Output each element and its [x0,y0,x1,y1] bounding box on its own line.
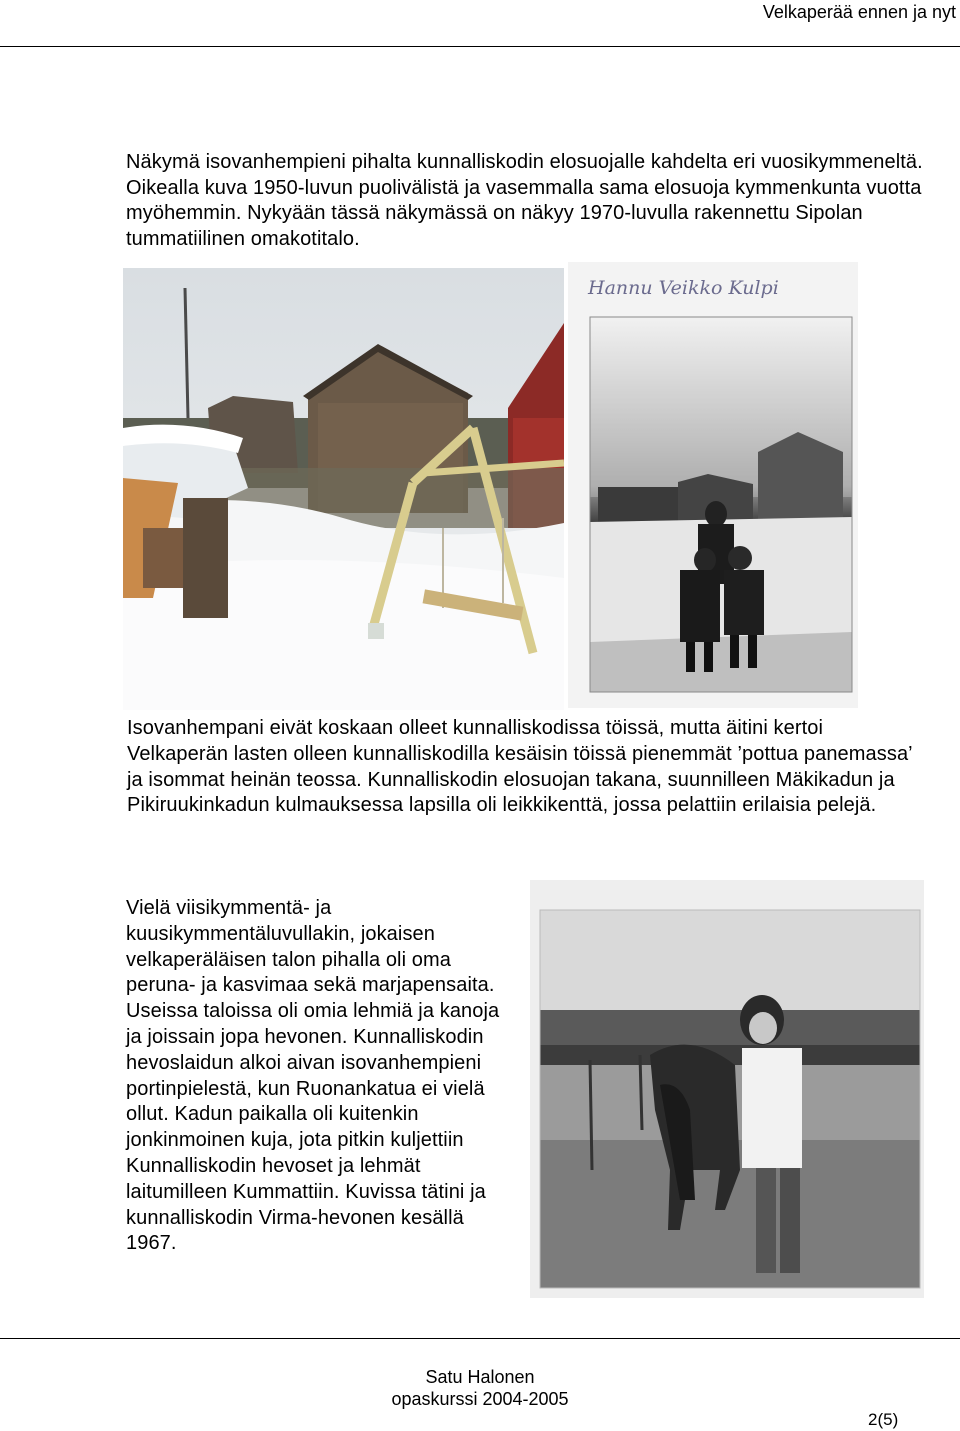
page-number: 2(5) [868,1410,899,1429]
header-rule [0,46,960,47]
photo-children-1950s [568,262,858,708]
footer-course: opaskurssi 2004-2005 [391,1389,569,1409]
photo-snowy-yard-swing [123,268,564,710]
photo-handwriting: Hannu Veikko Kulpi [588,277,779,299]
page-header-title: Velkaperää ennen ja nyt [762,2,956,22]
intro-paragraph: Näkymä isovanhempieni pihalta kunnalliskodin elosuojalle kahdelta eri vuosikymmeneltä. Oikealla kuva 1950-luvun puolivälistä ja vasemmalla sama elosuoja kymmenkunta vuotta myöhemmin. Nykyään tässä näkymässä on näkyy 1970-luvulla rakennettu Sipolan tummatiilinen omakotitalo. [126,151,923,250]
lower-paragraph: Vielä viisikymmentä- ja kuusikymmentäluvullakin, jokaisen velkaperäläisen talon pihalla oli oma peruna- ja kasvimaa sekä marjapensaita. Useissa taloissa oli omia lehmiä ja kanoja ja joissain jopa hevonen. Kunnalliskodin hevoslaidun alkoi aivan isovanhempieni portinpielestä, kun Ruonankatua ei vielä ollut. Kadun paikalla oli kuitenkin jonkinmoinen kuja, jota pitkin kuljettiin Kunnalliskodin hevoset ja lehmät laitumilleen Kummattiin. Kuvissa tätini ja kunnalliskodin Virma-hevonen kesällä 1967. [126,897,500,1255]
footer-author: Satu Halonen [425,1367,535,1387]
photo-girl-with-horse-1967 [530,880,924,1298]
footer-rule [0,1338,960,1339]
middle-paragraph: Isovanhempani eivät koskaan olleet kunnalliskodissa töissä, mutta äitini kertoi Velkaperän lasten olleen kunnalliskodilla kesäisin töissä pienemmät ’pottua panemassa’ ja isommat heinän teossa. Kunnalliskodin elosuojan takana, suunnilleen Mäkikadun ja Pikiruukinkadun kulmauksessa lapsilla oli leikkikenttä, jossa pelattiin erilaisia pelejä. [127,717,912,817]
